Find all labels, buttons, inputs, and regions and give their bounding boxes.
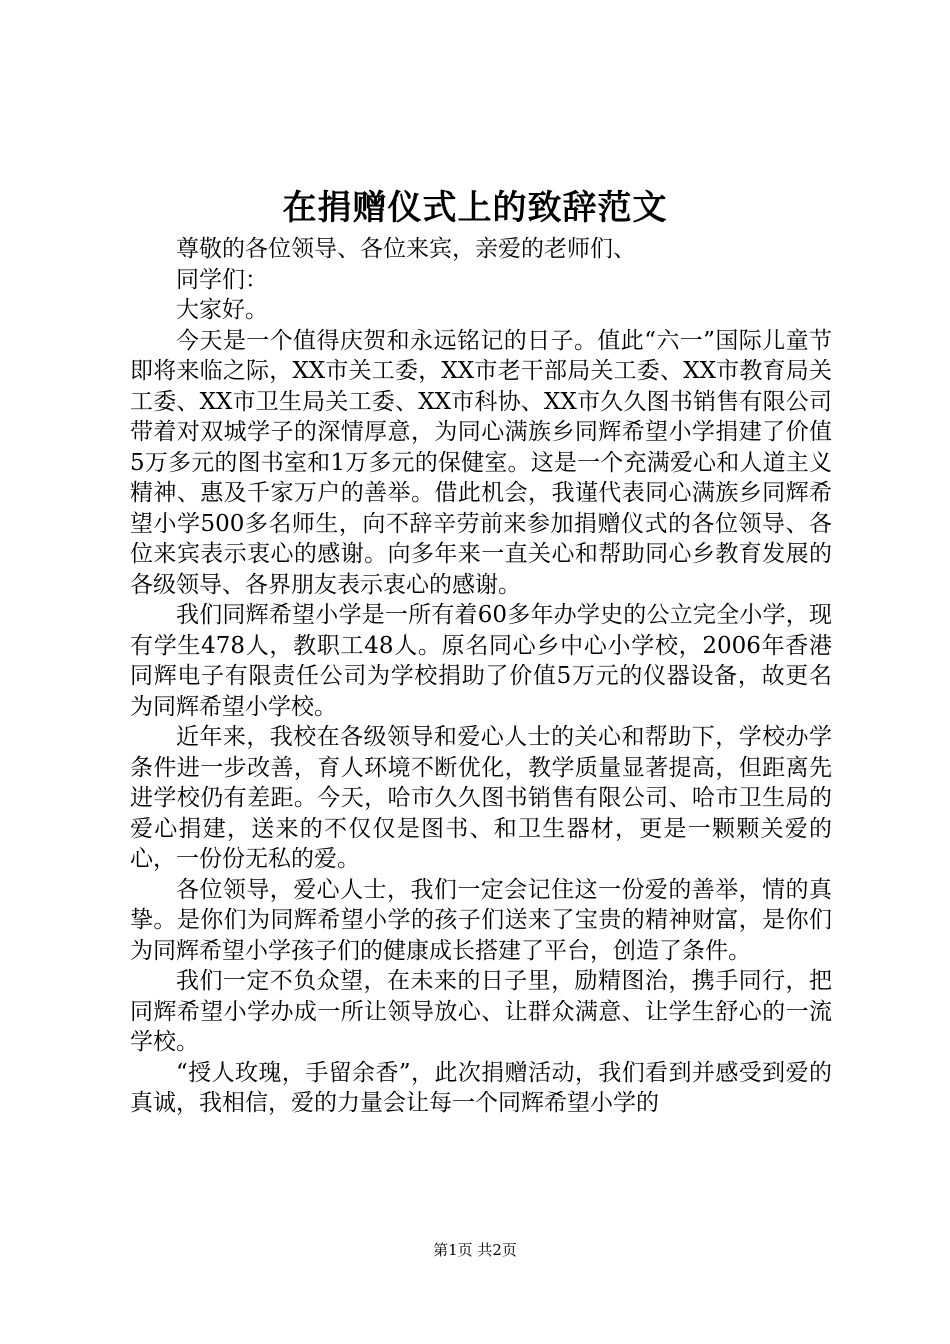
paragraph-4: 各位领导，爱心人士，我们一定会记住这一份爱的善举，情的真挚。是你们为同辉希望小学的孩子们送来了宝贵的精神财富，是你们为同辉希望小学孩子们的健康成长搭建了平台，创造了条件。	[130, 876, 832, 964]
document-title: 在捐赠仪式上的致辞范文	[282, 188, 668, 228]
paragraph-5: 我们一定不负众望，在未来的日子里，励精图治，携手同行，把同辉希望小学办成一所让领导放心、让群众满意、让学生舒心的一流学校。	[130, 968, 832, 1055]
paragraph-1: 今天是一个值得庆贺和永远铭记的日子。值此“六一”国际儿童节即将来临之际，XX市关工委，XX市老干部局关工委、XX市教育局关工委、XX市卫生局关工委、XX市科协、XX市久久图书销售有限公司带着对双城学子的深情厚意，为同心满族乡同辉希望小学捐建了价值5万多元的图书室和1万多元的保健室。这是一个充满爱心和人道主义精神、惠及千家万户的善举。借此机会，我谨代表同心满族乡同辉希望小学500多名师生，向不辞辛劳前来参加捐赠仪式的各位领导、各位来宾表示衷心的感谢。向多年来一直关心和帮助同心乡教育发展的各级领导、各界朋友表示衷心的感谢。	[130, 327, 832, 598]
salutation-line-2: 同学们：	[176, 266, 268, 293]
document-body	[130, 234, 832, 1119]
paragraph-3: 近年来，我校在各级领导和爱心人士的关心和帮助下，学校办学条件进一步改善，育人环境不断优化，教学质量显著提高，但距离先进学校仍有差距。今天，哈市久久图书销售有限公司、哈市卫生局的爱心捐建，送来的不仅仅是图书、和卫生器材，更是一颗颗关爱的心，一份份无私的爱。	[130, 724, 832, 872]
page-number-footer: 第1页 共2页	[433, 1241, 517, 1259]
paragraph-2: 我们同辉希望小学是一所有着60多年办学史的公立完全小学，现有学生478人，教职工48人。原名同心乡中心小学校，2006年香港同辉电子有限责任公司为学校捐助了价值5万元的仪器设备，故更名为同辉希望小学校。	[130, 602, 832, 720]
greeting: 大家好。	[176, 297, 268, 323]
salutation-line-1: 尊敬的各位领导、各位来宾，亲爱的老师们、	[176, 236, 636, 262]
paragraph-6: “授人玫瑰，手留余香”，此次捐赠活动，我们看到并感受到爱的真诚，我相信，爱的力量会让每一个同辉希望小学的	[130, 1059, 832, 1116]
